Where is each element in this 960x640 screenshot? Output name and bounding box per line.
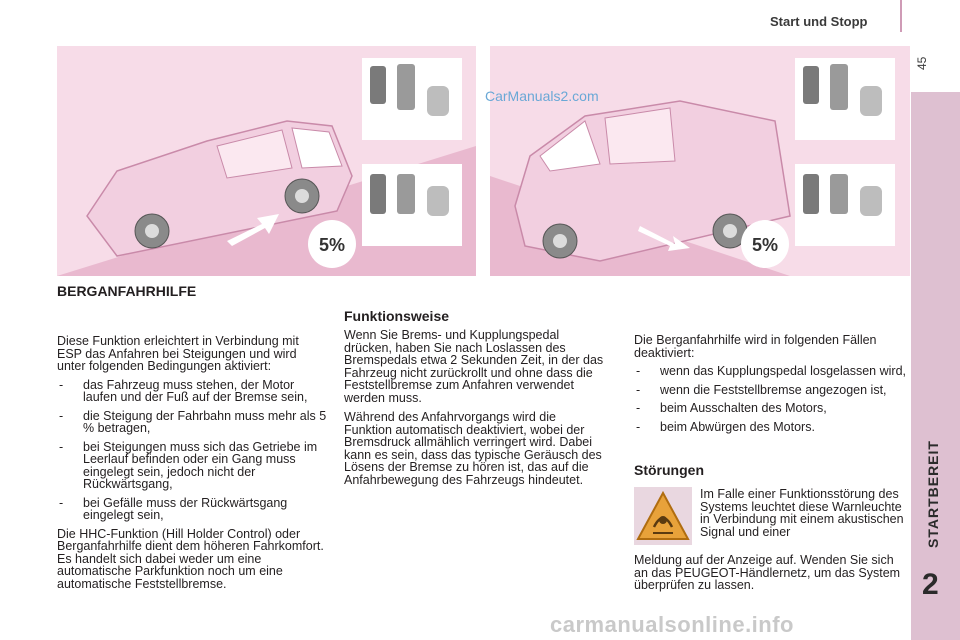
outro-paragraph: Die HHC-Funktion (Hill Holder Control) oder Berganfahrhilfe dient dem höheren Fahrkomfort. Es handelt sich dabei weder um eine automatische Parkfunktion noch um eine automatische Feststellbremse. (57, 526, 324, 591)
list-item: - wenn das Kupplungspedal losgelassen wird, (634, 365, 906, 378)
header-divider (900, 0, 902, 32)
deactivation-intro: Die Berganfahrhilfe wird in folgenden Fällen deaktiviert: (634, 333, 877, 360)
chapter-sidebar (911, 92, 960, 640)
operation-heading: Funktionsweise (344, 308, 450, 324)
pedals-pressed-icon (795, 58, 895, 140)
list-item: - wenn die Feststellbremse angezogen ist, (634, 384, 906, 397)
downhill-start-illustration (490, 46, 910, 276)
chapter-number: 2 (922, 568, 939, 601)
list-item: - beim Abwürgen des Motors. (634, 421, 906, 434)
list-item: - die Steigung der Fahrbahn muss mehr als 5 % betragen, (57, 410, 327, 435)
column-2 (344, 308, 606, 486)
faults-heading: Störungen (634, 462, 704, 478)
warning-lamp-icon (634, 487, 692, 545)
operation-paragraph-2: Während des Anfahrvorgangs wird die Funktion automatisch deaktiviert, wobei der Bremsdruck allmählich verringert wird. Dabei kann es sein, dass das typische Geräusch des Lösens der Bremse zu hören ist, das auf die Anfahrbewegung des Fahrzeugs hindeutet. (344, 410, 602, 487)
activation-conditions-list (57, 379, 327, 522)
chapter-label: STARTBEREIT (925, 440, 941, 548)
running-header: Start und Stopp (770, 14, 868, 29)
uphill-van-figure (57, 46, 476, 276)
operation-paragraph-1: Wenn Sie Brems- und Kupplungspedal drücken, haben Sie nach Loslassen des Bremspedals etwa 2 Sekunden Zeit, in der das Fahrzeug nicht zurückrollt und ohne dass die Feststellbremse zum Anfahren verwendet werden muss. (344, 328, 604, 405)
list-item: - bei Steigungen muss sich das Getriebe im Leerlauf befinden oder ein Gang muss eingelegt sein, jedoch nicht der Rückwärtsgang, (57, 441, 327, 491)
list-item: - das Fahrzeug muss stehen, der Motor laufen und der Fuß auf der Bremse sein, (57, 379, 327, 404)
pedals-released-icon (795, 164, 895, 246)
pedals-released-icon (362, 164, 462, 246)
list-item: - beim Ausschalten des Motors, (634, 402, 906, 415)
grade-label-left: 5% (318, 235, 346, 255)
section-title: BERGANFAHRHILFE (57, 283, 197, 299)
list-item: - bei Gefälle muss der Rückwärtsgang eingelegt sein, (57, 497, 327, 522)
intro-paragraph: Diese Funktion erleichtert in Verbindung mit ESP das Anfahren bei Steigungen und wird unter folgenden Bedingungen aktiviert: (57, 334, 299, 373)
faults-text-below: Meldung auf der Anzeige auf. Wenden Sie sich an das PEUGEOT-Händlernetz, um das System überprüfen zu lassen. (634, 553, 901, 592)
downhill-van-figure (490, 46, 910, 276)
column-1 (57, 335, 327, 590)
pedals-pressed-icon (362, 58, 462, 140)
watermark-bottom: carmanualsonline.info (550, 612, 794, 637)
grade-label-right: 5% (751, 235, 779, 255)
faults-text-beside-icon: Im Falle einer Funktionsstörung des Systems leuchtet diese Warnleuchte in Verbindung mit einem akustischen Signal und einer (700, 487, 904, 539)
page-number: 45 (915, 56, 929, 70)
deactivation-cases-list (634, 365, 906, 433)
column-3 (634, 334, 906, 433)
watermark-top: CarManuals2.com (485, 88, 599, 104)
uphill-start-illustration (57, 46, 476, 276)
